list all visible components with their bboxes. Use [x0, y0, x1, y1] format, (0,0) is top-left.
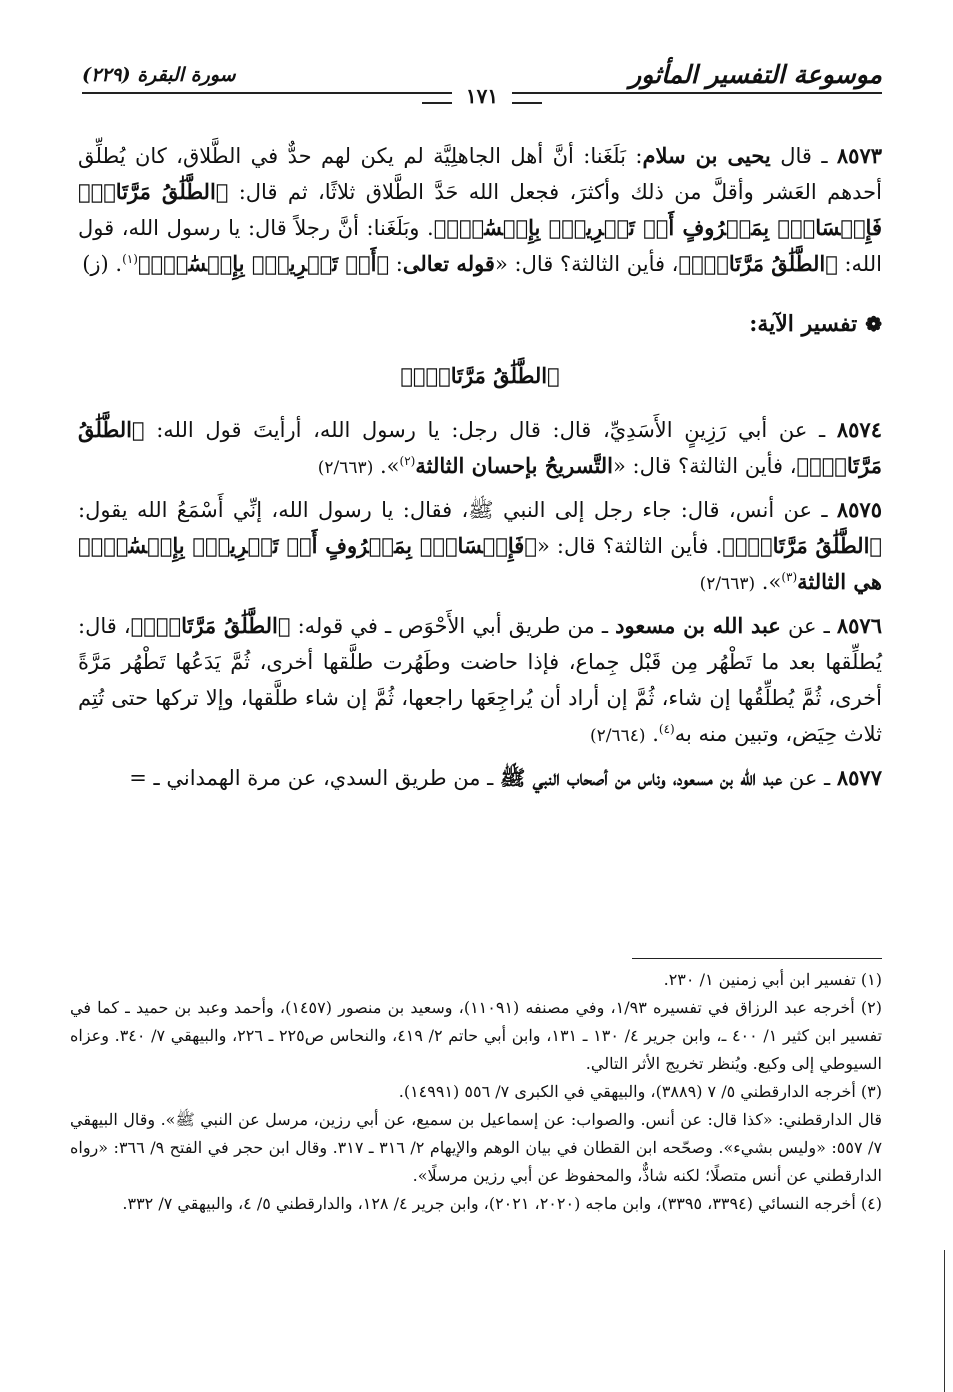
section-heading: [78, 306, 882, 342]
text: ـ من طريق السدي، عن مرة الهمداني ـ =: [129, 766, 500, 790]
report-number: ٨٥٧٤: [836, 417, 882, 442]
text: ـ عن: [780, 614, 837, 638]
text: ».: [373, 454, 400, 478]
report-number: ٨٥٧٧: [836, 765, 882, 790]
quran-verse: ﴿الطَّلَٰقُ مَرَّتَانِۖ﴾: [78, 417, 882, 478]
narrator-name: يحيى بن سلام: [642, 143, 771, 168]
quran-verse: ﴿أَوۡ تَسۡرِيحُۢ بِإِحۡسَٰنٖۗ﴾: [137, 251, 390, 276]
text: .: [645, 722, 659, 746]
text: ـ من طريق أبي الأَحْوَص ـ في قوله:: [290, 614, 616, 638]
narrator-name: عبد الله بن مسعود: [615, 613, 781, 638]
report-number: ٨٥٧٦: [836, 613, 882, 638]
footnote-marker: (٤): [658, 722, 675, 736]
footnote: (٣) أخرجه الدارقطني ٥/ ٧ (٣٨٨٩)، والبيهقي في الكبرى ٧/ ٥٥٦ (١٤٩٩١).: [398, 1082, 882, 1101]
footnote: (٢) أخرجه عبد الرزاق في تفسيره ١/٩٣، وفي مصنفه (١١٠٩١)، وسعيد بن منصور (١٤٥٧)، وأحمد وعبد بن حميد ـ كما في تفسير ابن كثير ١/ ٤٠٠ ـ، وابن جرير ٤/ ١٣٠ ـ ١٣١، وابن أبي حاتم ٢/ ٤١٩، والنحاس ص٢٢٥ ـ ٢٢٦، والبيهقي ٧/ ٣٤٠. وعزاه السيوطي إلى وكيع. ويُنظر تخريج الأثر التالي.: [70, 998, 883, 1073]
main-text: [78, 138, 882, 802]
report-8575: [78, 492, 882, 602]
footnote-marker: (٢): [399, 454, 416, 468]
footnote-marker: (١): [122, 252, 138, 266]
footnote: قال الدارقطني: «كذا قال: عن أنس. والصواب: عن إسماعيل بن سميع، عن أبي رزين، مرسل عن النبي ﷺ». وقال البيهقي ٧/ ٥٥٧: «وليس بشيء». وصحّحه ابن القطان في بيان الوهم والإيهام ٢/ ٣١٦ ـ ٣١٧. وقال ابن حجر في الفتح ٩/ ٣٦٦: «رواه الدارقطني عن أنس متصلًا؛ لكنه شاذٌّ، والمحفوظ عن أبي رزين مرسلًا».: [70, 1110, 883, 1185]
footnote: (١) تفسير ابن أبي زمنين ١/ ٢٣٠.: [663, 970, 882, 989]
flower-icon: ❁: [865, 312, 882, 336]
quran-verse: ﴿فَإِمۡسَاكُۢ بِمَعۡرُوفٍ أَوۡ تَسۡرِيحُۢ بِإِحۡسَٰنٖۗ﴾: [78, 533, 537, 558]
quran-verse: ﴿الطَّلَٰقُ مَرَّتَانِۖ﴾: [130, 613, 291, 638]
volume-reference: (٢/٦٦٣): [317, 458, 374, 478]
volume-reference: (٢/٦٦٣): [699, 574, 756, 594]
text: ـ عن: [782, 766, 837, 790]
report-number: ٨٥٧٥: [836, 497, 882, 522]
narrator-name: عبد الله بن مسعود، وناس من أصحاب النبي ﷺ: [499, 765, 783, 790]
report-8577: [78, 760, 882, 796]
report-8574: [78, 412, 882, 486]
section-title: تفسير الآية:: [749, 311, 858, 337]
emphasis: قوله تعالى: [402, 251, 495, 276]
quran-verse: ﴿الطَّلَٰقُ مَرَّتَانِۖ﴾: [678, 251, 838, 276]
text: : بَلَغَنا: أنَّ أهل الجاهلِيَّة لم يكن لهم حدٌّ في الطَّلاق، كان يُطلِّق أحدهم العَشر وأقلَّ من ذلك وأكثرَ، فجعل الله حَدَّ الطَّلاق ثلاثًا، ثم قال:: [78, 144, 882, 204]
footnotes: [70, 966, 882, 1218]
verse-heading: ﴿الطَّلَٰقُ مَرَّتَانِۖ﴾: [400, 363, 560, 388]
quran-verse: ﴿الطَّلَٰقُ مَرَّتَانِۖ﴾: [722, 533, 883, 558]
footnote: (٤) أخرجه النسائي (٣٣٩٤، ٣٣٩٥)، وابن ماجه (٢٠٢٠، ٢٠٢١)، وابن جرير ٤/ ١٢٨، والدارقطني ٥/ ٤، والبيهقي ٧/ ٣٣٢.: [122, 1194, 882, 1213]
text: . (ز): [82, 252, 123, 276]
text: ، قال: يُطلِّقها بعد ما تَطْهُر مِن قَبْل جِماع، فإذا حاضت وطَهُرت طلَّقها أخرى، ثُمَّ يَدَعُها تَطْهُر مَرَّةً أخرى، ثُمَّ يُطلِّقُها إن شاء، ثُمَّ إن أراد أن يُراجِعَها راجعها، ثُمَّ إن شاء طلَّقها، وإلا تركها حتى تُتِم ثلاث حِيَض، وتبين منه به: [78, 614, 882, 746]
report-8576: [78, 608, 882, 754]
volume-reference: (٢/٦٦٤): [590, 726, 646, 746]
sura-label: سورة البقرة (٢٢٩): [82, 64, 236, 86]
footnote-separator: [632, 958, 882, 959]
text: :: [389, 252, 403, 276]
report-8573: [78, 138, 882, 282]
text: . وبَلَغَنا: أنَّ رجلاً قال: يا رسول الله، قول الله:: [78, 216, 882, 276]
text: ».: [755, 570, 782, 594]
text: ، فأين الثالثة؟ قال: «: [494, 252, 679, 276]
text: ـ عن أنس، قال: جاء رجل إلى النبي ﷺ، فقال: يا رسول الله، إنِّي أَسْمَعُ الله يقول:: [78, 498, 837, 522]
text: . فأين الثالثة؟ قال: «: [536, 534, 723, 558]
text: ـ عن أبي رَزِينٍ الأَسَدِيِّ، قال: قال رجل: يا رسول الله، أرأيتَ قول الله:: [144, 418, 837, 442]
page-number-area: [82, 84, 882, 116]
emphasis: هي الثالثة: [797, 569, 882, 594]
report-number: ٨٥٧٣: [836, 143, 883, 168]
book-title: موسوعة التفسير المأثور: [629, 60, 882, 89]
text: ، فأين الثالثة؟ قال: «: [613, 454, 797, 478]
text: ـ قال: [770, 144, 837, 168]
emphasis: التَّسريحُ بإحسان الثالثة: [415, 453, 614, 478]
quran-verse: ﴿الطَّلَٰقُ مَرَّتَانِۖ فَإِمۡسَاكُۢ بِمَعۡرُوفٍ أَوۡ تَسۡرِيحُۢ بِإِحۡسَٰنٖۗ﴾: [78, 179, 882, 240]
page-number: ١٧١: [452, 84, 512, 108]
margin-rule: [944, 1250, 945, 1392]
footnote-marker: (٣): [781, 570, 798, 584]
